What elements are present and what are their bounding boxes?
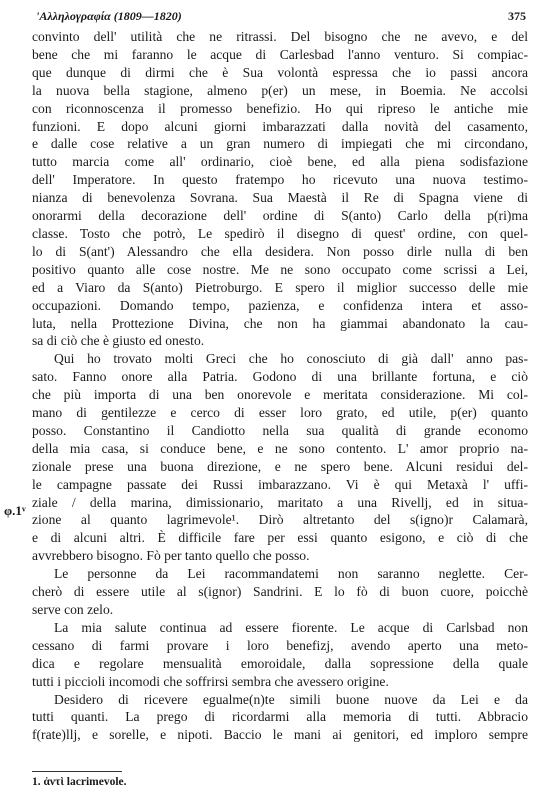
- text-line: luta, nella Prottezione Divina, che non ha giammai abandonato la cau-: [32, 315, 528, 331]
- text-line: La mia salute continua ad essere fiorente. Le acque di Carlsbad non: [54, 619, 528, 635]
- footnote: 1. ἀντὶ lacrimevole.: [32, 776, 127, 788]
- text-line: Desidero di ricevere egualme(n)te simili buone nuove da Lei e da: [54, 691, 528, 707]
- paragraph: [32, 619, 528, 691]
- text-line: zionale prese una buona direzione, e ne spero bene. Alcuni residui del-: [32, 458, 528, 474]
- text-line: tutti i piccioli incomodi che soffrirsi sembra che avessero origine.: [32, 673, 389, 689]
- paragraph: [32, 28, 528, 350]
- text-line: posso. Constantino il Candiotto nella sua qualità di grande economo: [32, 422, 528, 438]
- text-line: con riconnoscenza il promesso benefizio. Ho qui ripreso le antiche mie: [32, 100, 528, 116]
- text-line: tutto marcia come all' ordinario, cioè bene, ed alla piena sodisfazione: [32, 154, 528, 170]
- paragraph: [32, 691, 528, 745]
- text-line: mano di gentilezze e cerco di esser loro grato, ed utile, p(er) quanto: [32, 405, 528, 421]
- text-line: Qui ho trovato molti Greci che ho conosciuto di già dall' anno pas-: [54, 351, 528, 367]
- footnote-rule: [32, 771, 122, 772]
- text-line: onorarmi della decorazione dell' ordine di S(anto) Carlo della p(ri)ma: [32, 208, 528, 224]
- text-line: que dunque di dirmi che è Sua volontà espressa che io passi ancora: [32, 64, 528, 80]
- text-line: sato. Fanno onore alla Patria. Godono di una brillante fortuna, e ciò: [32, 369, 528, 385]
- text-line: Le personne da Lei racommandatemi non saranno neglette. Cer-: [54, 566, 528, 582]
- text-line: dell' Imperatore. In questo fratempo ho ricevuto una nuova testimo-: [32, 172, 528, 188]
- text-line: zione al quanto lagrimevole¹. Dirò altretanto del s(igno)r Calamarà,: [32, 512, 528, 528]
- text-line: avvrebbero bisogno. Fò per tanto quello che posso.: [32, 548, 310, 564]
- text-line: sa di ciò che è giusto ed onesto.: [32, 333, 205, 349]
- text-line: ziale / della marina, dimissionario, maritato a una Rivellj, ed in situa-: [32, 494, 528, 510]
- text-line: che più importa di una ben onorevole e meritata considerazione. Mi col-: [32, 387, 528, 403]
- paragraph: [32, 350, 528, 565]
- text-line: tutti quanti. La prego di ricordarmi alla memoria di tutti. Abbracio: [32, 709, 528, 725]
- text-line: funzioni. E dopo alcuni giorni imbarazzati dalla novità del casamento,: [32, 118, 528, 134]
- text-line: le campagne passate dei Russi imbarazzano. Vi è qui Metaxà l' uffi-: [32, 476, 528, 492]
- text-line: nianza di benevolenza Sovrana. Sua Maestà il Re di Spagna viene di: [32, 190, 528, 206]
- folio-margin-note: φ.1ᵛ: [4, 503, 26, 518]
- text-line: ed a Viaro da S(anto) Pietroburgo. E spero il miglior successo delle mie: [32, 279, 528, 295]
- text-line: serve con zelo.: [32, 602, 114, 617]
- text-line: della mia casa, si conduce bene, e ne sono contento. L' amor proprio na-: [32, 440, 528, 456]
- text-line: lo di S(ant') Alessandro che ella desidera. Non posso dirle nulla di ben: [32, 243, 528, 259]
- text-line: la nuova bella stagione, almeno p(er) un mese, in Boemia. Ne accolsi: [32, 82, 528, 98]
- paragraph: [32, 565, 528, 619]
- text-line: f(rate)llj, e sorelle, e nipoti. Baccio le mani ai genitori, ed imploro sempre: [32, 727, 528, 743]
- text-line: occupazioni. Domando tempo, pazienza, e confidenza intera et asso-: [32, 297, 528, 313]
- text-line: dica e regolare mensualità emoroidale, dalla sopressione della quale: [32, 655, 528, 671]
- text-line: positivo quanto alle cose nostre. Me ne sono occupato come scrissi a Lei,: [32, 261, 528, 277]
- page-number: 375: [508, 8, 526, 23]
- running-header: [36, 8, 526, 24]
- running-title: 'Αλληλογραφία (1809—1820): [36, 8, 182, 23]
- text-line: classe. Tosto che potrò, Le spedirò il disegno di quest' ordine, con quel-: [32, 225, 528, 241]
- text-line: cessano di farmi provare i loro benefizj, avendo aperto una meto-: [32, 637, 528, 653]
- text-line: cherò di essere utile al s(ignor) Sandrini. E lo fò di buon cuore, poicchè: [32, 584, 528, 600]
- text-line: bene che mi faranno le acque di Carlesbad l'anno venturo. Si compiac-: [32, 46, 528, 62]
- text-line: e di alcuni altri. È difficile fare per essi quanto esigono, e ciò di che: [32, 530, 528, 546]
- letter-body: [32, 28, 528, 744]
- text-line: e dalle cose relative a un gran numero di impiegati che mi circondano,: [32, 136, 528, 152]
- text-line: convinto dell' utilità che ne ritrassi. Del bisogno che ne avevo, e del: [32, 29, 528, 44]
